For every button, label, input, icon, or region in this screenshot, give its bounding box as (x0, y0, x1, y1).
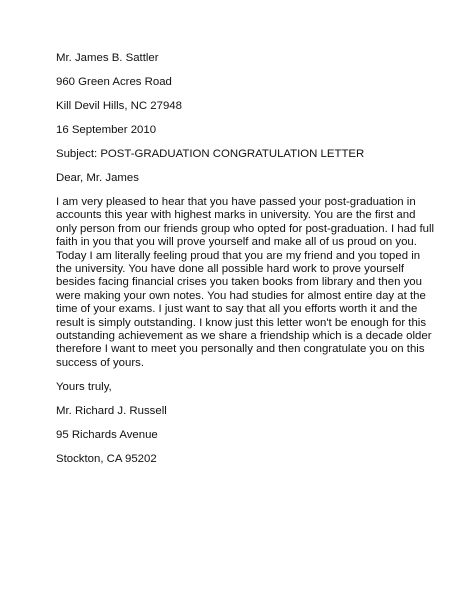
body-line: besides facing financial crises you taken books from library and then you (56, 276, 422, 289)
body-line: result is simply outstanding. I know just this letter won't be enough for this (56, 316, 427, 329)
letter-date: 16 September 2010 (56, 124, 157, 136)
recipient-city: Stockton, CA 95202 (56, 452, 157, 465)
body-line: faith in you that you will prove yourself and make all of us proud on you. (56, 236, 417, 249)
sender-city: Kill Devil Hills, NC 27948 (56, 100, 182, 112)
sender-street: 960 Green Acres Road (56, 76, 172, 88)
body-line: Today I am literally feeling proud that you are my friend and you toped in (56, 249, 421, 262)
closing: Yours truly, (56, 380, 112, 393)
letter (56, 52, 435, 477)
recipient-street: 95 Richards Avenue (56, 428, 158, 441)
letter-subject: Subject: POST-GRADUATION CONGRATULATION LETTER (56, 148, 365, 160)
body-line: were making your own notes. You had studies for almost entire day at the (56, 289, 426, 302)
body-line: success of yours. (56, 356, 144, 369)
salutation: Dear, Mr. James (56, 172, 139, 184)
body-line: only person from our friends group who opted for post-graduation. I had full (56, 222, 435, 235)
body-line: therefore I want to meet you personally and then congratulate you on this (56, 343, 425, 356)
sender-name: Mr. James B. Sattler (56, 52, 159, 64)
body-line: the university. You have done all possible hard work to prove yourself (56, 263, 405, 276)
letter-body (56, 196, 435, 370)
body-line: accounts this year with highest marks in university. You are the first and (56, 209, 416, 222)
body-line: time of your exams. I just want to say that all you efforts worth it and the (56, 303, 418, 316)
body-line: outstanding achievement as we share a friendship which is a decade older (56, 330, 432, 343)
body-line: I am very pleased to hear that you have passed your post-graduation in (56, 196, 416, 208)
recipient-name: Mr. Richard J. Russell (56, 404, 167, 417)
